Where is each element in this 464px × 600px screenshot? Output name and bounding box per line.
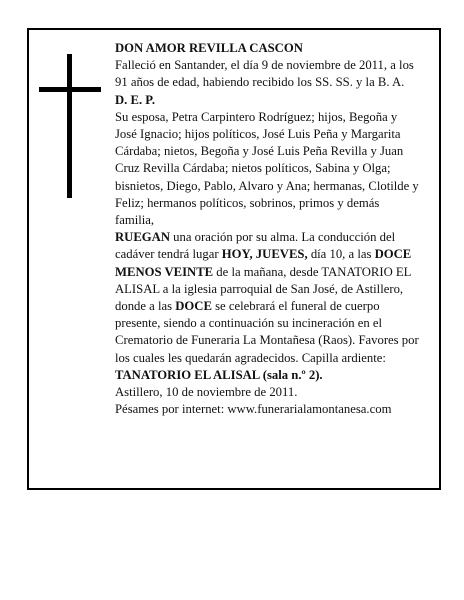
place-date: Astillero, 10 de noviembre de 2011. (115, 385, 298, 400)
ceremony-text-1: una oración por su alma. La conducción del cadáver tendrá lugar (115, 230, 396, 262)
ruegan-word: RUEGAN (115, 230, 170, 245)
family-list: Su esposa, Petra Carpintero Rodríguez; hijos, Begoña y José Ignacio; hijos políticos, José Luis Peña y Margarita Cárdaba; nietos, Begoña y José Luis Peña Revilla y Juan Cruz Revilla Cárdaba; nietos políticos, Sabina y Olga; bisnietos, Diego, Pablo, Alvaro y Ana; hermanas, Clotilde y Feliz; hermanos políticos, sobrinos, primos y demás familia, (115, 109, 419, 228)
notice-text (115, 40, 420, 418)
death-announcement: Falleció en Santander, el día 9 de noviembre de 2011, a los 91 años de edad, habiendo recibido los SS. SS. y la B. A. (115, 58, 414, 90)
doce-menos-veinte: DOCE MENOS VEINTE (115, 247, 412, 279)
cross-vertical-bar (67, 54, 72, 198)
ceremony-text-4: se celebrará el funeral de cuerpo presente, siendo a continuación su incineración en el Crematorio de Funeraria La Montañesa (Raos). Favores por los cuales les quedarán agradecidos. Capilla ardiente: (115, 299, 419, 365)
hoy-jueves: HOY, JUEVES, (221, 247, 308, 262)
cross-icon (39, 54, 101, 198)
dep-line: D. E. P. (115, 92, 156, 107)
doce-time: DOCE (175, 299, 212, 314)
condolences-line: Pésames por internet: www.funerarialamontanesa.com (115, 402, 392, 417)
ceremony-text-3: de la mañana, desde TANATORIO EL ALISAL a la iglesia parroquial de San José, de Astillero, donde a las (115, 264, 411, 314)
ceremony-details (115, 229, 420, 384)
deceased-name: DON AMOR REVILLA CASCON (115, 41, 303, 55)
ceremony-text-2: día 10, a las (307, 247, 375, 262)
cross-horizontal-bar (39, 87, 101, 92)
chapel-location: TANATORIO EL ALISAL (sala n.º 2). (115, 367, 323, 382)
obituary-notice (27, 28, 441, 490)
